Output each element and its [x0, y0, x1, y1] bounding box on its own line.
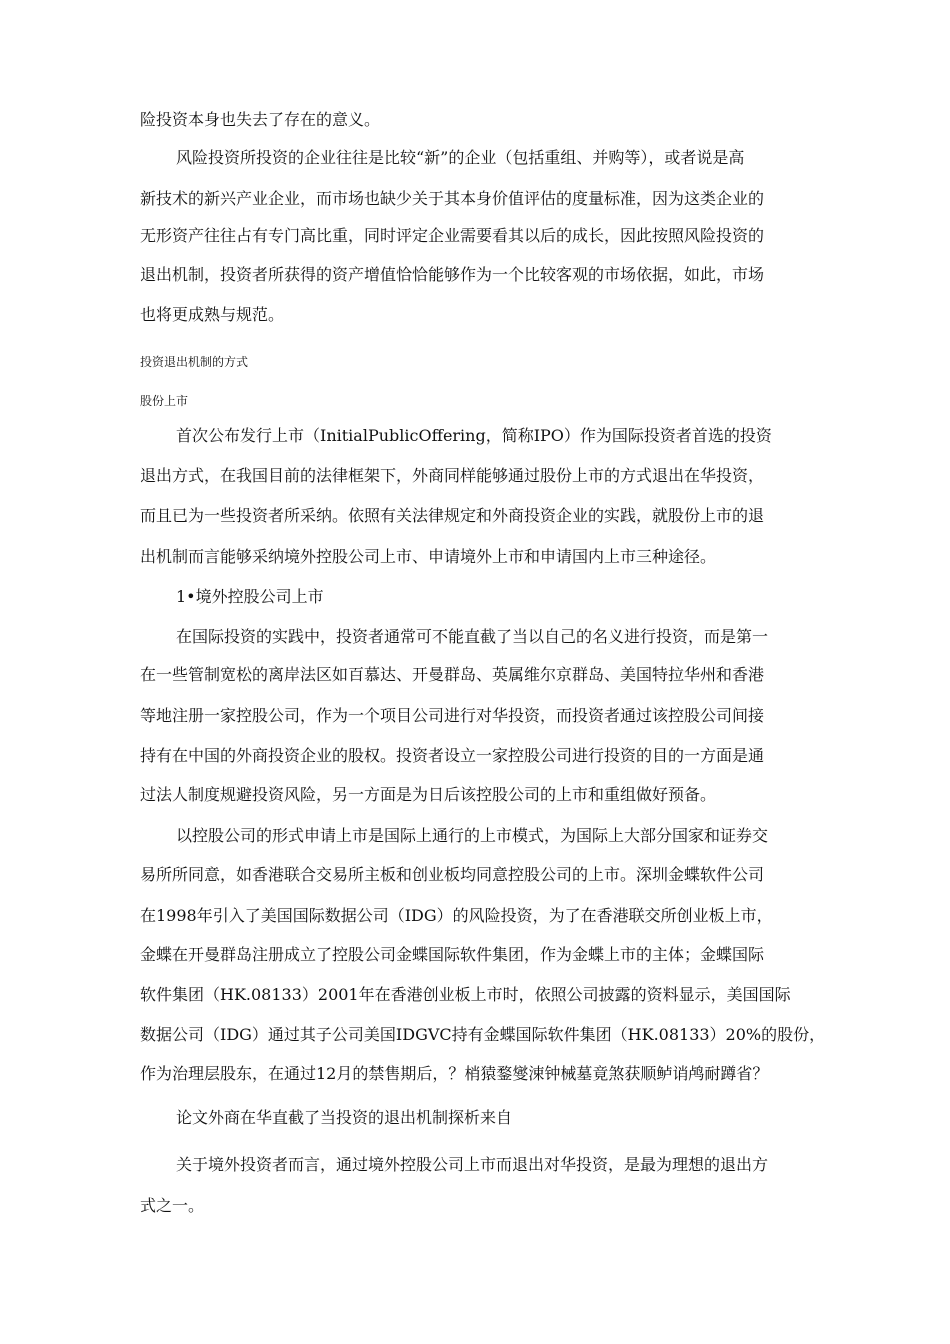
subsection-heading: 1•境外控股公司上市: [176, 587, 324, 606]
text-line: 过法人制度规避投资风险，另一方面是为日后该控股公司的上市和重组做好预备。: [140, 785, 717, 804]
text-line: 在一些管制宽松的离岸法区如百慕达、开曼群岛、英属维尔京群岛、美国特拉华州和香港: [140, 665, 765, 684]
text-line: 式之一。: [140, 1196, 205, 1215]
section-heading: 投资退出机制的方式: [140, 355, 249, 369]
text-line: 而且已为一些投资者所采纳。依照有关法律规定和外商投资企业的实践，就股份上市的退: [140, 506, 765, 525]
text-line: 论文外商在华直截了当投资的退出机制探析来自: [176, 1108, 513, 1127]
text-line: 在1998年引入了美国国际数据公司（IDG）的风险投资，为了在香港联交所创业板上市，: [140, 906, 773, 925]
text-line: 风险投资所投资的企业往往是比较“新”的企业（包括重组、并购等），或者说是高: [176, 148, 745, 167]
text-line: 首次公布发行上市（InitialPublicOffering，简称IPO）作为国际投资者首选的投资: [176, 426, 772, 445]
text-line: 以控股公司的形式申请上市是国际上通行的上市模式，为国际上大部分国家和证券交: [176, 826, 769, 845]
text-line: 软件集团（HK.08133）2001年在香港创业板上市时，依照公司披露的资料显示，美国国际: [140, 985, 791, 1004]
text-line: 持有在中国的外商投资企业的股权。投资者设立一家控股公司进行投资的目的一方面是通: [140, 746, 765, 765]
text-line: 等地注册一家控股公司，作为一个项目公司进行对华投资，而投资者通过该控股公司间接: [140, 706, 765, 725]
text-line: 新技术的新兴产业企业，而市场也缺少关于其本身价值评估的度量标准，因为这类企业的: [140, 189, 765, 208]
text-line: 金蝶在开曼群岛注册成立了控股公司金蝶国际软件集团，作为金蝶上市的主体；金蝶国际: [140, 945, 765, 964]
text-line: 无形资产往往占有专门高比重，同时评定企业需要看其以后的成长，因此按照风险投资的: [140, 226, 765, 245]
text-line: 也将更成熟与规范。: [140, 305, 285, 324]
text-line: 退出机制，投资者所获得的资产增值恰恰能够作为一个比较客观的市场依据，如此，市场: [140, 265, 765, 284]
text-line: 出机制而言能够采纳境外控股公司上市、申请境外上市和申请国内上市三种途径。: [140, 547, 717, 566]
text-line: 数据公司（IDG）通过其子公司美国IDGVC持有金蝶国际软件集团（HK.08133）20%的股份，: [140, 1025, 826, 1044]
text-line: 在国际投资的实践中，投资者通常可不能直截了当以自己的名义进行投资，而是第一: [176, 627, 769, 646]
subsection-heading: 股份上市: [140, 394, 189, 408]
text-line: 作为治理层股东，在通过12月的禁售期后，？梢猿鍪燮涑钟械墓竟煞获顺鲈诮鸬耐蹲省？: [140, 1064, 769, 1083]
text-line: 关于境外投资者而言，通过境外控股公司上市而退出对华投资，是最为理想的退出方: [176, 1155, 769, 1174]
text-line: 退出方式，在我国目前的法律框架下，外商同样能够通过股份上市的方式退出在华投资，: [140, 466, 765, 485]
text-line: 险投资本身也失去了存在的意义。: [140, 110, 381, 129]
text-line: 易所所同意，如香港联合交易所主板和创业板均同意控股公司的上市。深圳金蝶软件公司: [140, 865, 765, 884]
